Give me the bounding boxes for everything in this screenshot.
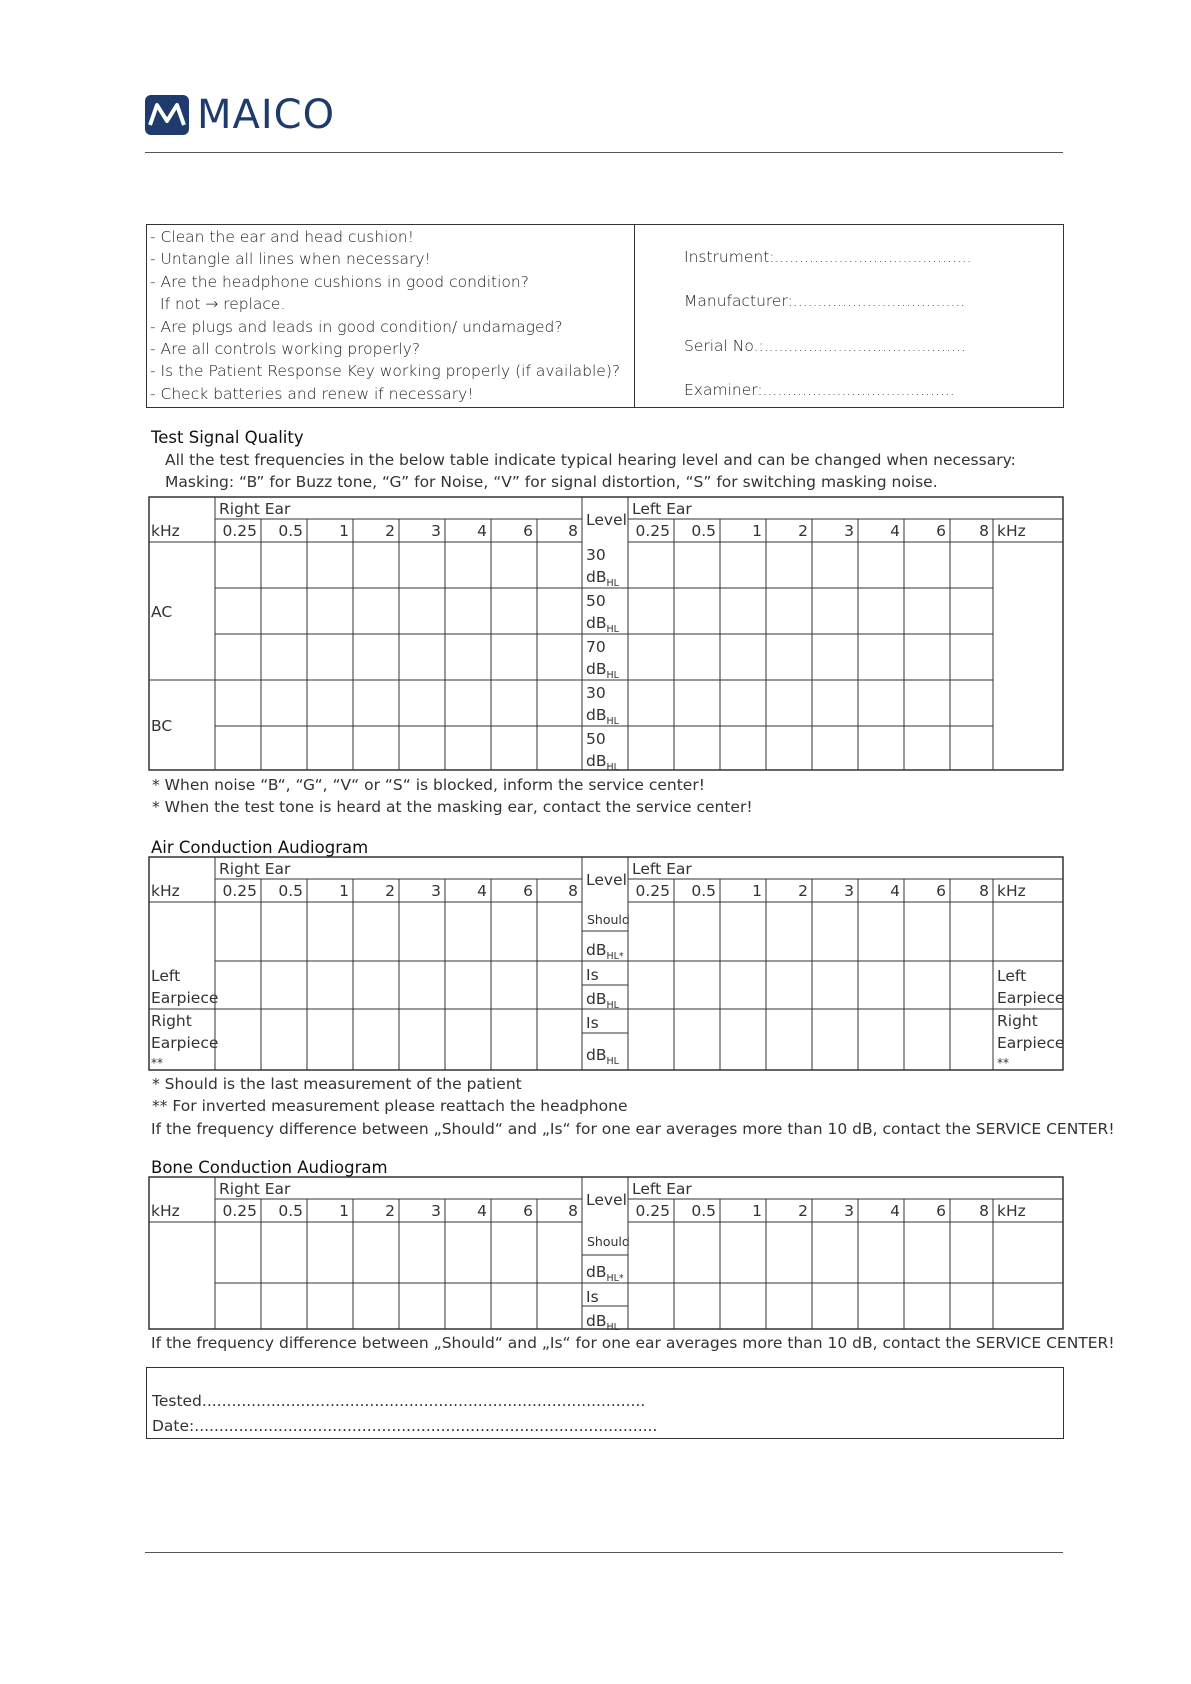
freq-label: 6: [523, 522, 533, 540]
examiner-field: Examiner:.......................................: [684, 381, 955, 399]
right-ear-header: Right Ear: [219, 860, 291, 878]
freq-label: 8: [568, 522, 578, 540]
masking-legend: Masking: “B” for Buzz tone, “G” for Noise, “V” for signal distortion, “S” for switching masking noise.: [165, 473, 938, 491]
freq-label: 0.25: [635, 882, 670, 900]
is-label: Is: [586, 1014, 599, 1032]
bone-note: If the frequency difference between „Should“ and „Is“ for one ear averages more than 10 dB, contact the SERVICE CENTER!: [151, 1334, 1115, 1352]
freq-label: 0.25: [635, 522, 670, 540]
freq-label: 3: [844, 1202, 854, 1220]
should-label: Should: [587, 912, 630, 927]
freq-label: 0.5: [691, 1202, 716, 1220]
left-ear-header: Left Ear: [632, 1180, 692, 1198]
freq-label: 6: [523, 1202, 533, 1220]
freq-label: 0.25: [222, 1202, 257, 1220]
right-ear-header: Right Ear: [219, 1180, 291, 1198]
freq-label: 2: [798, 1202, 808, 1220]
freq-label: 1: [339, 882, 349, 900]
level-unit: $dB_{HL}$: [586, 614, 619, 635]
test-signal-note-1: * When noise “B“, “G“, “V“ or “S“ is blocked, inform the service center!: [152, 776, 705, 794]
freq-label: 1: [752, 1202, 762, 1220]
bc-row-label: BC: [151, 717, 173, 735]
freq-label: 8: [979, 882, 989, 900]
khz-header: kHz: [151, 1202, 180, 1220]
level-value: 50: [586, 592, 606, 610]
tested-field: Tested..........................................................................................: [152, 1392, 646, 1410]
manufacturer-field: Manufacturer:...................................: [684, 292, 966, 310]
freq-label: 1: [752, 882, 762, 900]
freq-label: 3: [844, 882, 854, 900]
air-note-3: If the frequency difference between „Should“ and „Is“ for one ear averages more than 10 dB, contact the SERVICE CENTER!: [151, 1120, 1115, 1138]
instrument-field: Instrument:........................................: [684, 248, 972, 266]
freq-label: 1: [339, 1202, 349, 1220]
freq-label: 4: [477, 522, 487, 540]
freq-label: 8: [979, 522, 989, 540]
freq-label: 3: [431, 882, 441, 900]
checklist-item: - Is the Patient Response Key working properly (if available)?: [150, 362, 621, 381]
footer-rule: [145, 1552, 1063, 1553]
logo-wordmark: MAICO: [197, 92, 336, 138]
freq-label: 6: [936, 522, 946, 540]
level-value: 50: [586, 730, 606, 748]
freq-label: 1: [339, 522, 349, 540]
left-ear-header: Left Ear: [632, 500, 692, 518]
level-value: 30: [586, 684, 606, 702]
is-label: Is: [586, 966, 599, 984]
right-earpiece-label: Right: [997, 1012, 1038, 1030]
should-unit: $dB_{HL*}$: [586, 941, 624, 962]
should-unit: $dB_{HL*}$: [586, 1263, 624, 1284]
right-earpiece-label: **: [997, 1056, 1009, 1070]
right-earpiece-label: **: [151, 1056, 163, 1070]
level-header: Level: [586, 1191, 627, 1209]
test-signal-note-2: * When the test tone is heard at the masking ear, contact the service center!: [152, 798, 753, 816]
checklist-item: - Are all controls working properly?: [150, 340, 421, 359]
khz-header: kHz: [997, 522, 1026, 540]
freq-label: 2: [798, 522, 808, 540]
freq-label: 4: [890, 522, 900, 540]
freq-label: 6: [936, 1202, 946, 1220]
level-header: Level: [586, 511, 627, 529]
freq-label: 1: [752, 522, 762, 540]
freq-label: 0.25: [222, 522, 257, 540]
level-value: 30: [586, 546, 606, 564]
freq-label: 3: [431, 522, 441, 540]
should-label: Should: [587, 1234, 630, 1249]
test-signal-intro: All the test frequencies in the below table indicate typical hearing level and can be changed when necessary:: [165, 451, 1016, 469]
checklist-item: - Clean the ear and head cushion!: [150, 228, 414, 246]
freq-label: 0.25: [222, 882, 257, 900]
ac-row-label: AC: [151, 603, 173, 621]
freq-label: 8: [568, 882, 578, 900]
air-conduction-title: Air Conduction Audiogram: [151, 838, 369, 857]
is-unit: $dB_{HL}$: [586, 1046, 619, 1067]
freq-label: 4: [890, 1202, 900, 1220]
checklist-item: If not → replace.: [160, 295, 286, 314]
freq-label: 4: [477, 882, 487, 900]
checklist-item: - Untangle all lines when necessary!: [150, 250, 431, 269]
air-note-2: ** For inverted measurement please reattach the headphone: [152, 1097, 628, 1115]
freq-label: 0.5: [278, 882, 303, 900]
freq-label: 8: [568, 1202, 578, 1220]
left-ear-header: Left Ear: [632, 860, 692, 878]
freq-label: 4: [477, 1202, 487, 1220]
freq-label: 2: [385, 522, 395, 540]
freq-label: 2: [385, 1202, 395, 1220]
level-value: 70: [586, 638, 606, 656]
khz-header: kHz: [151, 522, 180, 540]
freq-label: 0.25: [635, 1202, 670, 1220]
freq-label: 0.5: [278, 522, 303, 540]
checklist-item: - Are plugs and leads in good condition/ undamaged?: [150, 317, 563, 336]
freq-label: 3: [431, 1202, 441, 1220]
freq-label: 6: [523, 882, 533, 900]
right-earpiece-label: Earpiece: [151, 1034, 219, 1052]
freq-label: 0.5: [278, 1202, 303, 1220]
khz-header: kHz: [997, 882, 1026, 900]
is-unit: $dB_{HL}$: [586, 1312, 619, 1333]
khz-header: kHz: [151, 882, 180, 900]
air-note-1: * Should is the last measurement of the patient: [152, 1075, 522, 1093]
freq-label: 6: [936, 882, 946, 900]
level-unit: $dB_{HL}$: [586, 752, 619, 773]
left-earpiece-label: Earpiece: [997, 989, 1065, 1007]
checklist-item: - Check batteries and renew if necessary!: [150, 384, 474, 403]
freq-label: 8: [979, 1202, 989, 1220]
level-unit: $dB_{HL}$: [586, 660, 619, 681]
is-unit: $dB_{HL}$: [586, 990, 619, 1011]
freq-label: 2: [798, 882, 808, 900]
left-earpiece-label: Earpiece: [151, 989, 219, 1007]
freq-label: 2: [385, 882, 395, 900]
freq-label: 4: [890, 882, 900, 900]
right-earpiece-label: Earpiece: [997, 1034, 1065, 1052]
checklist-item: - Are the headphone cushions in good condition?: [150, 272, 529, 291]
is-label: Is: [586, 1288, 599, 1306]
freq-label: 3: [844, 522, 854, 540]
right-earpiece-label: Right: [151, 1012, 192, 1030]
freq-label: 0.5: [691, 522, 716, 540]
date-field: Date:..............................................................................................: [152, 1417, 658, 1435]
level-unit: $dB_{HL}$: [586, 706, 619, 727]
test-signal-title: Test Signal Quality: [151, 428, 304, 447]
freq-label: 0.5: [691, 882, 716, 900]
left-earpiece-label: Left: [997, 967, 1027, 985]
khz-header: kHz: [997, 1202, 1026, 1220]
right-ear-header: Right Ear: [219, 500, 291, 518]
level-header: Level: [586, 871, 627, 889]
left-earpiece-label: Left: [151, 967, 181, 985]
serial-field: Serial No.:.........................................: [684, 337, 966, 355]
level-unit: $dB_{HL}$: [586, 568, 619, 589]
bone-conduction-title: Bone Conduction Audiogram: [151, 1158, 388, 1177]
